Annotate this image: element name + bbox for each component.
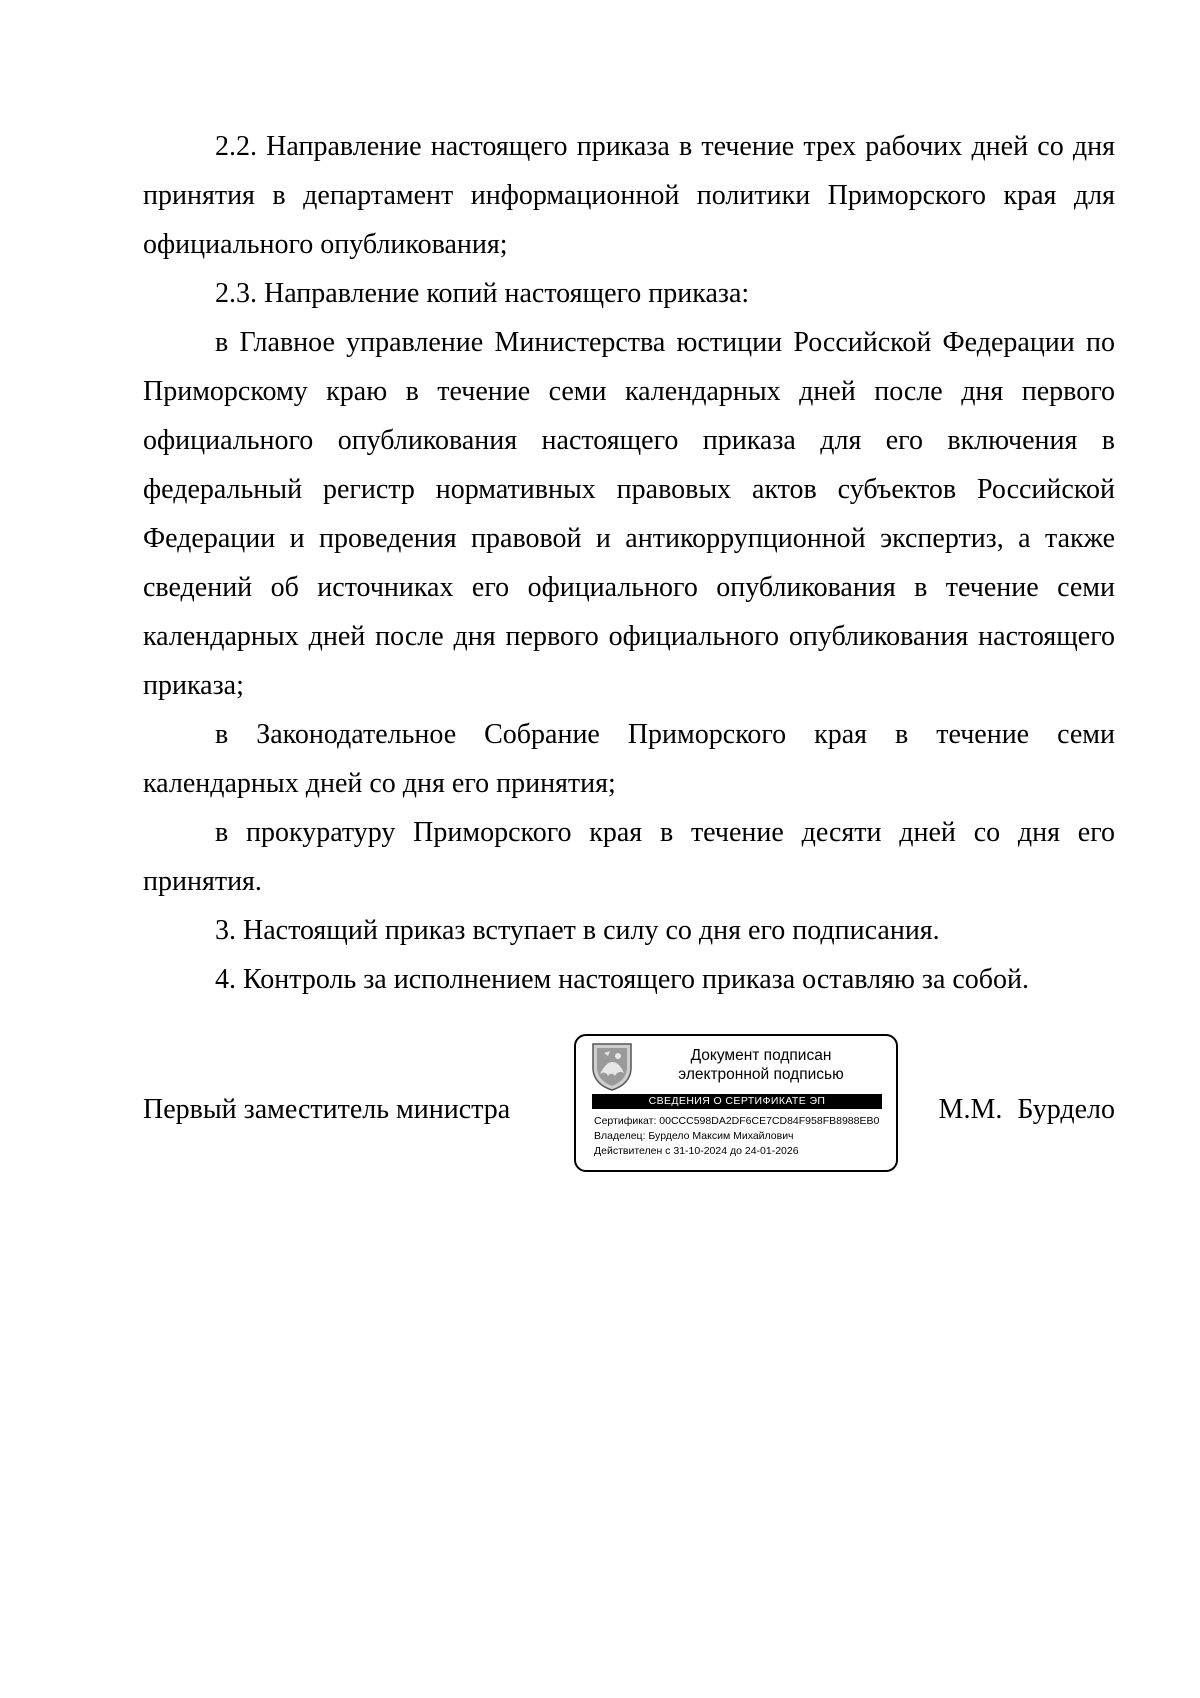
- paragraph-legislative-assembly: в Законодательное Собрание Приморского края в течение семи календарных дней со дня его принятия;: [143, 719, 1115, 799]
- certificate-number: Сертификат: 00CCC598DA2DF6CE7CD84F958FB8988EB0: [594, 1115, 880, 1127]
- paragraph-2-2: 2.2. Направление настоящего приказа в течение трех рабочих дней со дня принятия в департамент информационной политики Приморского края для официального опубликования;: [143, 131, 1115, 260]
- certificate-details: [594, 1114, 879, 1159]
- stamp-title-line2: электронной подписью: [678, 1066, 844, 1083]
- paragraph-4: 4. Контроль за исполнением настоящего приказа оставляю за собой.: [215, 964, 1030, 995]
- document-body: [143, 122, 1115, 1004]
- paragraph-2-3: 2.3. Направление копий настоящего приказа:: [215, 278, 750, 309]
- certificate-owner: Владелец: Бурдело Максим Михайлович: [594, 1130, 794, 1142]
- stamp-title-line1: Документ подписан: [690, 1047, 832, 1064]
- coat-of-arms-icon: [590, 1042, 634, 1092]
- signatory-name: М.М. Бурдело: [938, 1094, 1115, 1125]
- certificate-info-bar: СВЕДЕНИЯ О СЕРТИФИКАТЕ ЭП: [592, 1094, 882, 1109]
- paragraph-ministry-of-justice: в Главное управление Министерства юстиции Российской Федерации по Приморскому краю в течение семи календарных дней после дня первого официального опубликования настоящего приказа для его включения в федеральный регистр нормативных правовых актов субъектов Российской Федерации и проведения правовой и антикоррупционной экспертиз, а также сведений об источниках его официального опубликования в течение семи календарных дней после дня первого официального опубликования настоящего приказа;: [143, 327, 1115, 701]
- signature-block: [143, 1034, 1115, 1178]
- signatory-position: Первый заместитель министра: [143, 1094, 511, 1125]
- electronic-signature-stamp: [574, 1034, 898, 1172]
- paragraph-3: 3. Настоящий приказ вступает в силу со дня его подписания.: [215, 915, 940, 946]
- stamp-title: [636, 1046, 886, 1084]
- certificate-validity: Действителен с 31-10-2024 до 24-01-2026: [594, 1145, 799, 1157]
- paragraph-prosecutor: в прокуратуру Приморского края в течение десяти дней со дня его принятия.: [143, 817, 1115, 897]
